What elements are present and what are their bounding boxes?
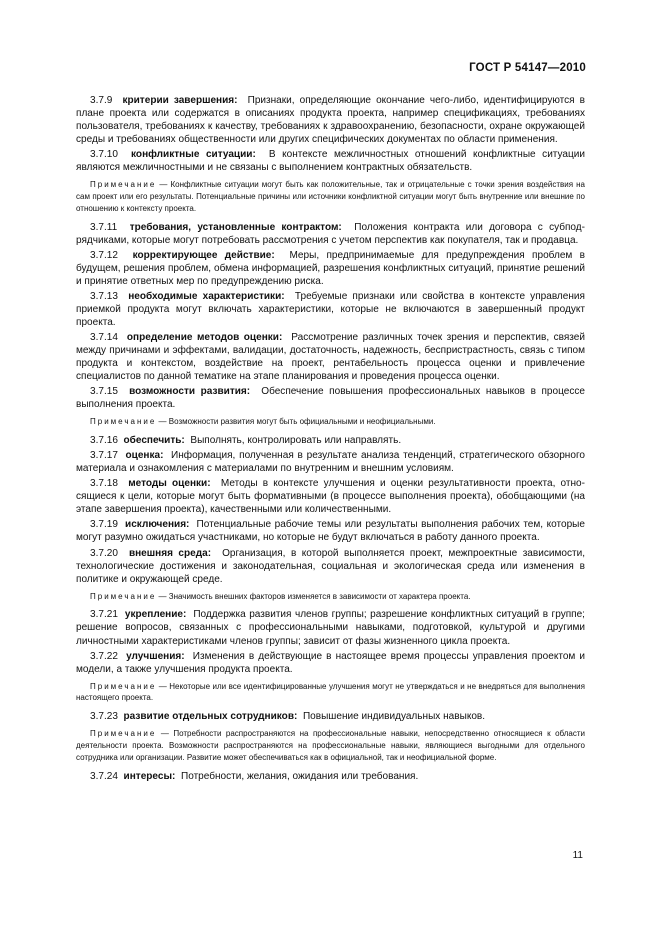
document-id: ГОСТ Р 54147—2010 [469,62,586,74]
term-number: 3.7.11 [90,221,118,233]
term-name: корректирующее действие: [132,249,275,261]
term-definition: Рассмотрение различных точек зрения и перспектив, связей между причинами и эффектами, валидации, достаточность, надежность, беспристрастность, связь с типом продукта и контекстом, воздействие на проект, рентабельность процесса оценки и привлечение специалистов по данной тематике на этапе планирования и проведения процесса оценки. [76,332,585,383]
term-name: внешняя среда: [128,547,212,559]
term-note [76,681,585,705]
term-note [76,728,585,763]
term-definition: Информация, полученная в результате анализа тенденций, стратегического обзорного материала и ознакомления с материалами по внутренним и внешним условиям. [76,450,585,475]
term-definition: Потенциальные рабочие темы или результаты выполнения рабочих тем, которые могут разумно ожидаться участниками, но которые не будут включаться в работу данного проекта. [76,519,585,544]
term-number: 3.7.16 [90,435,118,447]
term-name: возможности развития: [129,386,251,398]
term-definition: Повышение индивидуальных навыков. [302,711,486,723]
term-definition: Признаки, определяющие окончание чего-либо, идентифицируются в плане проекта или содержатся в описаниях продукта проекта, например спецификациях, требованиях пользователя, требованиях к качеству, требованиях к здравоохранению, безопасности, охране окружающей среды и требованиях общественности или других специфических документах по области применения. [76,95,585,146]
note-text: — Потребности распространяются на профессиональные навыки, непосредственно относящиеся к области деятельности проекта. Возможности распространяются на профессиональные навыки, являющиеся выгодными для отдельного сотрудника или организации. Развитие может обеспечиваться как в официальной, так и неофициальной форме. [76,729,585,762]
term-number: 3.7.17 [90,450,118,462]
term-entry [76,449,585,475]
term-name: интересы: [123,770,176,782]
term-entry [76,290,585,329]
term-number: 3.7.18 [90,478,118,490]
term-note [76,591,585,603]
note-text: — Значимость внешних факторов изменяется в зависимости от характера проекта. [158,591,471,601]
note-label: Примечание [90,681,157,691]
note-text: — Возможности развития могут быть официальными и неофициальными. [158,417,436,427]
term-name: методы оценки: [128,478,211,490]
term-name: исключения: [125,519,190,531]
term-entry [76,385,585,411]
term-note [76,179,585,214]
term-entry [76,94,585,146]
term-definition: В контексте межличностных отношений конфликтные ситуации являются межличностными и не связаны с выполнением контрактных обязательств. [76,149,585,174]
term-entry [76,331,585,383]
term-entry [76,477,585,516]
term-number: 3.7.13 [90,290,118,302]
term-entry [76,547,585,586]
term-name: необходимые характеристики: [128,290,285,302]
note-label: Примечание [90,729,157,739]
term-definition: Требуемые признаки или свойства в контексте управления приемкой продукта могут включать характеристики, которые не включаются в завершенный продукт проекта. [76,290,585,328]
note-label: Примечание [90,591,157,601]
term-number: 3.7.19 [90,519,118,531]
term-entry [76,221,585,247]
term-entry [76,608,585,647]
note-label: Примечание [90,180,157,190]
term-name: развитие отдельных сотрудников: [123,711,298,723]
note-text: — Некоторые или все идентифицированные улучшения могут не утверждаться и не внедряться для выполнения настоящего проекта. [76,681,585,703]
document-body [76,94,585,785]
term-entry [76,249,585,288]
term-number: 3.7.22 [90,650,118,662]
term-definition: Изменения в действующие в настоящее время процессы управления проектом и модели, а также улучшения продукта проекта. [76,650,585,675]
term-name: укрепление: [124,609,187,621]
page-number: 11 [572,850,583,861]
term-entry [76,650,585,676]
term-number: 3.7.14 [90,332,118,344]
term-entry [76,770,585,783]
term-number: 3.7.24 [90,770,118,782]
term-entry [76,148,585,174]
term-definition: Поддержка развития членов группы; разрешение конфликтных ситуаций в группе; решение вопросов, связанных с профессиональными навыками, подготовкой, культурой и другими личностными характеристиками членов группы; зависит от фазы жизненного цикла проекта. [76,609,585,647]
term-name: определение методов оценки: [126,332,283,344]
term-name: конфликтные ситуации: [131,149,256,161]
term-definition: Положения контракта или договора с субподрядчиками, которые могут потребовать рассмотрения с учетом перспектив как покупателя, так и продавца. [76,221,586,246]
term-name: критерии завершения: [122,95,238,106]
term-note [76,416,585,428]
term-number: 3.7.15 [90,386,118,398]
term-number: 3.7.12 [90,249,118,261]
term-number: 3.7.10 [90,149,118,161]
term-name: улучшения: [126,650,185,662]
term-entry [76,518,585,544]
term-definition: Методы в контексте улучшения и оценки результативности проекта, относящиеся к цели, которые могут быть формативными (в процессе выполнения проекта), обобщающими (на этапе завершения проекта), качественными или количественными. [76,478,585,516]
term-definition: Обеспечение повышения профессиональных навыков в процессе выполнения проекта. [76,386,585,411]
note-text: — Конфликтные ситуации могут быть как положительные, так и отрицательные с точки зрения воздействия на сам проект или его результаты. Потенциальные причины или источники конфликтной ситуации могут быть внутренние или внешние по отношению к контексту проекта. [76,180,585,213]
term-definition: Выполнять, контролировать или направлять. [190,435,402,447]
term-name: оценка: [125,450,164,462]
term-entry [76,710,585,723]
term-definition: Потребности, желания, ожидания или требования. [180,770,419,782]
term-number: 3.7.9 [90,95,113,106]
note-label: Примечание [90,417,157,427]
term-number: 3.7.20 [90,547,118,559]
term-number: 3.7.23 [90,711,118,723]
term-definition: Организация, в которой выполняется проект, межпроектные зависимости, технологические достижения и законодательная, социальная и экологическая среда или изменения в политике и окружающей среде. [76,547,585,585]
term-name: требования, установленные контрактом: [129,221,342,233]
term-name: обеспечить: [123,435,185,447]
term-number: 3.7.21 [90,609,118,621]
term-entry [76,434,585,447]
term-definition: Меры, предпринимаемые для предупреждения проблем в будущем, решения проблем, обмена информацией, разрешения конфликтных ситуаций, принятие решений и принятие ответных мер по предупреждению риска. [76,249,585,287]
